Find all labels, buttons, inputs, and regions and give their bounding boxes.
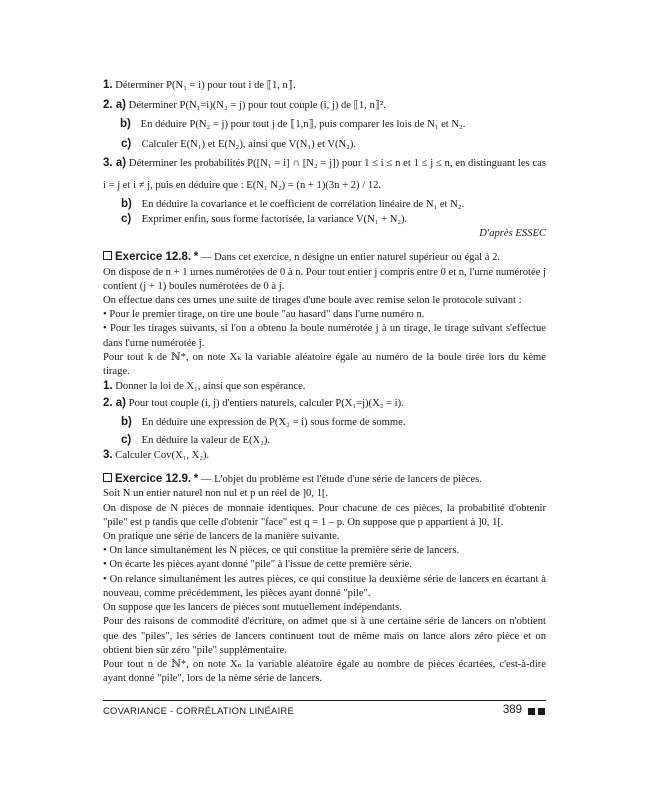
question-number: 1. xyxy=(103,380,113,393)
exercise-paragraph: On effectue dans ces urnes une suite de tirages d'une boule avec remise selon le protocole suivant : xyxy=(103,295,522,307)
question-text: Pour tout couple (i, j) d'entiers naturels, calculer P(X₁=j)(X₂ = i). xyxy=(128,398,404,410)
question-2b xyxy=(103,415,546,430)
question-text: Déterminer P(N₁ = i) pour tout i de ⟦1, n⟧. xyxy=(115,80,296,91)
bullet-item: • On relance simultanément les autres pièces, ce qui constitue la deuxième série de lancers en écartant à nouveau, comme précédemment, les pièces ayant donné "pile". xyxy=(103,573,546,599)
question-text: Déterminer les probabilités P([N₁ = i] ∩ [N₂ = j]) pour 1 ≤ i ≤ n et 1 ≤ j ≤ n, en distinguant les cas i = j et i ≠ j, puis en déduire que : E(N₁ N₂) = (n + 1)(3n + 2) / 12. xyxy=(103,157,546,191)
bullet-item: • On écarte les pièces ayant donné "pile" à l'issue de cette première série. xyxy=(103,559,412,571)
question-text: Calculer E(N₁) et E(N₂), ainsi que V(N₁) et V(N₂). xyxy=(141,138,357,150)
question-number: b) xyxy=(120,118,131,131)
square-bullet-icon xyxy=(538,708,545,715)
question-2c xyxy=(103,433,546,448)
exercise-intro: — L'objet du problème est l'étude d'une série de lancers de pièces. xyxy=(200,474,482,486)
exercise-12-8-header xyxy=(103,250,546,265)
source-citation: D'après ESSEC xyxy=(479,228,546,240)
question-number: b) xyxy=(121,415,132,428)
question-3c xyxy=(103,212,546,227)
question-3b xyxy=(103,197,546,212)
question-text: Exprimer enfin, sous forme factorisée, la variance V(N₁ + N₂). xyxy=(141,214,408,226)
question-number: 2. a) xyxy=(103,99,127,112)
chapter-title: COVARIANCE - CORRÉLATION LINÉAIRE xyxy=(103,706,295,717)
exercise-12-9-header xyxy=(103,472,546,487)
question-number: 3. xyxy=(103,449,113,462)
question-number: c) xyxy=(121,433,132,446)
question-1 xyxy=(103,78,546,93)
exercise-paragraph: Pour tout n de ℕ*, on note Xₙ la variable aléatoire égale au nombre de pièces écartées, c'est-à-dire ayant donné "pile", lors de la nème série de lancers. xyxy=(103,658,546,685)
checkbox-square-icon xyxy=(103,473,112,482)
question-text: En déduire P(N₂ = j) pour tout j de ⟦1,n⟧, puis comparer les lois de N₁ et N₂. xyxy=(140,119,466,131)
question-3 xyxy=(103,448,546,463)
square-bullet-icon xyxy=(528,708,535,715)
checkbox-square-icon xyxy=(103,251,112,260)
question-2a xyxy=(103,98,546,113)
exercise-title: Exercice 12.8. xyxy=(115,251,192,264)
question-text: En déduire la valeur de E(X₂). xyxy=(141,434,271,446)
question-number: 2. a) xyxy=(103,397,127,410)
exercise-paragraph: On suppose que les lancers de pièces sont mutuellement indépendants. xyxy=(103,602,402,614)
bullet-item: • Pour les tirages suivants, si l'on a obtenu la boule numérotée j à un tirage, le tirage suivant s'effectue dans l'urne numérotée j. xyxy=(103,323,546,349)
bullet-item: • On lance simultanément les N pièces, ce qui constitue la première série de lancers. xyxy=(103,545,460,557)
question-number: c) xyxy=(121,137,132,150)
exercise-paragraph: On dispose de n + 1 urnes numérotées de 0 à n. Pour tout entier j compris entre 0 et n, l'urne numérotée j contient (j + 1) boules numérotées de 0 à j. xyxy=(103,266,546,292)
exercise-paragraph: On dispose de N pièces de monnaie identiques. Pour chacune de ces pièces, la probabilité d'obtenir "pile" est p tandis que celle d'obtenir "face" est q = 1 – p. On suppose que p appartient à ]0, 1[. xyxy=(103,502,546,528)
question-number: 3. a) xyxy=(103,156,127,169)
exercise-paragraph: Pour des raisons de commodité d'écriture, on admet que si à une certaine série de lancers on n'obtient que des "piles", les séries de lancers continuent tout de même mais on lance alors zéro pièce et on obtient bien sûr zéro "pile" supplémentaire. xyxy=(103,616,546,656)
exercise-paragraph: Soit N un entier naturel non nul et p un réel de ]0, 1[. xyxy=(103,488,329,500)
page-number: 389 xyxy=(502,704,522,716)
bullet-item: • Pour le premier tirage, on tire une boule "au hasard" dans l'urne numéro n. xyxy=(103,309,425,321)
question-text: En déduire une expression de P(X₂ = i) sous forme de somme. xyxy=(141,416,406,428)
exercise-title: Exercice 12.9. xyxy=(115,473,192,486)
exercise-paragraph: On pratique une série de lancers de la manière suivante. xyxy=(103,531,340,543)
question-text: Donner la loi de X₁, ainsi que son espérance. xyxy=(115,381,306,393)
difficulty-star: * xyxy=(193,251,199,264)
question-text: En déduire la covariance et le coefficient de corrélation linéaire de N₁ et N₂. xyxy=(141,198,465,210)
exercise-paragraph: Pour tout k de ℕ*, on note Xₖ la variable aléatoire égale au numéro de la boule tirée lors du kème tirage. xyxy=(103,351,546,378)
question-2a xyxy=(103,396,546,411)
question-2b xyxy=(103,117,546,132)
difficulty-star: * xyxy=(193,473,199,486)
question-1 xyxy=(103,379,546,394)
page-content xyxy=(103,78,546,686)
question-3a xyxy=(103,152,546,197)
question-2c xyxy=(103,137,546,152)
question-number: c) xyxy=(121,213,132,226)
question-number: b) xyxy=(121,197,132,210)
exercise-intro: — Dans cet exercice, n désigne un entier naturel supérieur ou égal à 2. xyxy=(200,252,501,264)
question-text: Calculer Cov(X₁, X₂). xyxy=(115,450,210,462)
page-footer xyxy=(103,700,546,717)
question-number: 1. xyxy=(103,79,113,91)
question-text: Déterminer P(N₁=i)(N₂ = j) pour tout couple (i, j) de ⟦1, n⟧². xyxy=(128,100,386,112)
